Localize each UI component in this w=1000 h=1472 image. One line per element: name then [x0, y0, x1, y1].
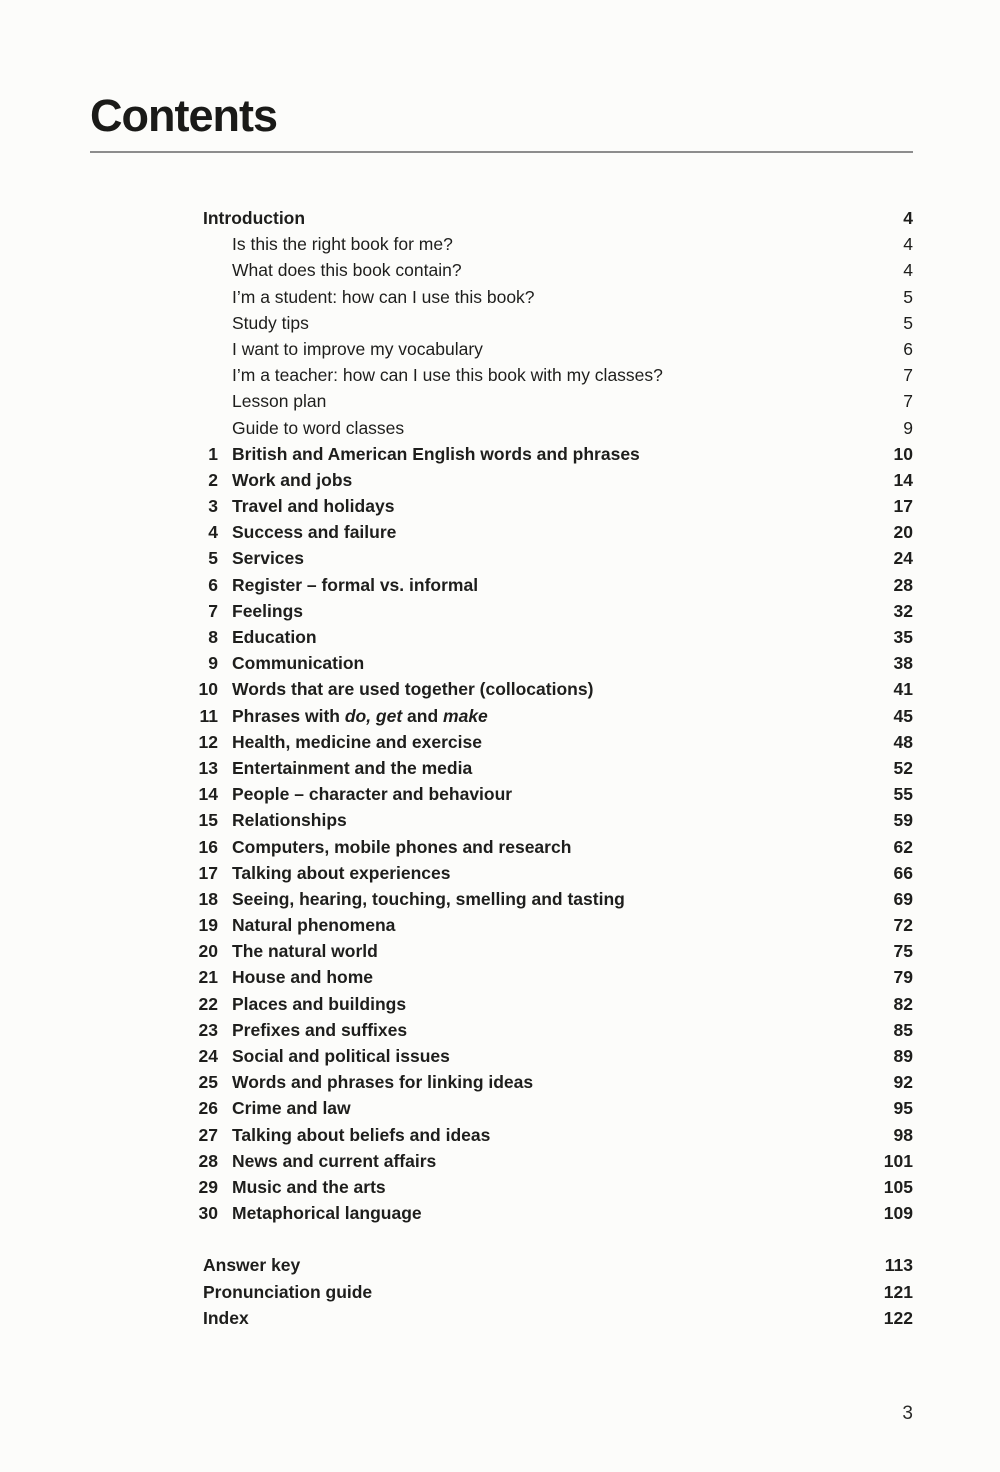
toc-unit-entry — [198, 676, 913, 702]
toc-unit-entry — [199, 703, 913, 729]
toc-sub-entry — [203, 284, 913, 310]
sub-entry-page-number: 6 — [903, 338, 913, 359]
unit-title: Feelings — [232, 600, 303, 621]
toc-unit-entry — [203, 650, 913, 676]
unit-title: House and home — [232, 967, 373, 988]
page-title: Contents — [90, 90, 277, 141]
unit-page-number: 17 — [893, 496, 913, 517]
unit-title: Places and buildings — [232, 993, 407, 1014]
sub-entry-label: Study tips — [232, 312, 309, 333]
unit-page-number: 45 — [893, 705, 913, 726]
unit-number: 23 — [198, 1019, 218, 1040]
unit-number: 8 — [208, 627, 218, 647]
toc-unit-entry — [198, 938, 913, 964]
toc-entry-introduction — [203, 205, 913, 231]
toc-unit-entry — [198, 1200, 913, 1226]
unit-number: 7 — [208, 600, 218, 621]
sub-entry-label: Lesson plan — [232, 391, 327, 412]
toc-unit-entry — [198, 886, 913, 912]
back-matter-page-number: 122 — [883, 1307, 913, 1328]
unit-title: Words and phrases for linking ideas — [232, 1072, 534, 1093]
unit-number: 4 — [208, 522, 218, 543]
unit-number: 25 — [198, 1072, 218, 1093]
section-label: Introduction — [203, 208, 306, 228]
sub-entry-label: I’m a teacher: how can I use this book with my classes? — [232, 365, 663, 386]
unit-title-part: and — [402, 705, 444, 726]
back-matter-page-number: 113 — [884, 1255, 913, 1276]
toc-unit-entry — [198, 1148, 913, 1174]
back-matter-page-number: 121 — [883, 1281, 913, 1302]
table-of-contents — [198, 205, 913, 1331]
unit-number: 15 — [198, 810, 218, 831]
unit-title: Music and the arts — [232, 1176, 386, 1197]
unit-number: 26 — [198, 1098, 218, 1119]
unit-number: 30 — [198, 1203, 218, 1224]
unit-title: Crime and law — [232, 1098, 351, 1119]
unit-title: Communication — [232, 653, 365, 674]
unit-page-number: 109 — [883, 1203, 913, 1224]
sub-entry-label: Guide to word classes — [232, 417, 405, 438]
toc-unit-entry — [203, 493, 913, 519]
folio-page-number: 3 — [902, 1403, 913, 1424]
toc-unit-entry — [198, 807, 913, 833]
back-matter-list — [203, 1252, 913, 1331]
unit-number: 16 — [198, 836, 218, 857]
unit-number: 22 — [198, 993, 218, 1014]
unit-title: Work and jobs — [232, 469, 353, 490]
sub-entry-label: What does this book contain? — [232, 260, 462, 281]
toc-unit-entry — [198, 964, 913, 990]
unit-page-number: 72 — [893, 915, 913, 936]
unit-page-number: 20 — [893, 522, 913, 543]
unit-number: 13 — [198, 757, 218, 778]
unit-page-number: 105 — [883, 1176, 913, 1197]
sub-entry-label: I’m a student: how can I use this book? — [232, 286, 535, 307]
toc-back-matter-entry — [203, 1279, 913, 1305]
unit-title: Metaphorical language — [232, 1203, 422, 1224]
unit-number: 3 — [208, 496, 218, 517]
toc-unit-entry — [198, 781, 913, 807]
unit-page-number: 85 — [893, 1019, 913, 1040]
unit-title: Register – formal vs. informal — [232, 574, 479, 595]
unit-page-number: 92 — [893, 1072, 913, 1093]
toc-unit-entry — [203, 519, 913, 545]
sub-entry-page-number: 7 — [903, 365, 913, 386]
unit-page-number: 41 — [893, 679, 913, 700]
unit-page-number: 82 — [893, 993, 913, 1014]
unit-number: 11 — [199, 705, 218, 726]
units-list — [198, 441, 913, 1227]
unit-title: Services — [232, 548, 305, 569]
unit-title: Travel and holidays — [232, 496, 395, 517]
section-gap — [203, 1226, 913, 1252]
unit-number: 14 — [198, 784, 218, 805]
unit-number: 27 — [198, 1124, 218, 1145]
unit-page-number: 95 — [893, 1098, 913, 1119]
unit-number: 24 — [198, 1046, 218, 1066]
toc-sub-entry — [203, 257, 913, 283]
unit-page-number: 66 — [893, 862, 913, 883]
unit-number: 29 — [198, 1176, 218, 1197]
unit-page-number: 38 — [893, 653, 913, 674]
sub-entry-label: Is this the right book for me? — [232, 234, 453, 255]
unit-title: Natural phenomena — [232, 915, 396, 936]
sub-entry-page-number: 7 — [903, 391, 913, 412]
unit-page-number: 32 — [893, 600, 913, 621]
unit-page-number: 14 — [893, 469, 913, 490]
unit-page-number: 35 — [893, 627, 913, 647]
unit-number: 20 — [198, 941, 218, 962]
toc-sub-entry — [203, 362, 913, 388]
unit-number: 6 — [208, 574, 218, 595]
unit-title: The natural world — [232, 941, 378, 962]
toc-unit-entry — [198, 1095, 913, 1121]
unit-page-number: 55 — [893, 784, 913, 805]
unit-number: 19 — [198, 915, 218, 936]
toc-unit-entry — [203, 598, 913, 624]
unit-title: Prefixes and suffixes — [232, 1019, 408, 1040]
unit-number: 2 — [208, 469, 218, 490]
unit-title — [232, 703, 865, 729]
toc-unit-entry — [198, 860, 913, 886]
unit-page-number: 98 — [893, 1124, 913, 1145]
toc-back-matter-entry — [203, 1252, 913, 1278]
unit-title: Computers, mobile phones and research — [232, 836, 572, 857]
unit-number: 17 — [198, 862, 218, 883]
unit-title: Education — [232, 627, 317, 647]
toc-sub-entry — [203, 310, 913, 336]
toc-unit-entry — [198, 1122, 913, 1148]
unit-number: 28 — [198, 1150, 218, 1171]
toc-sub-entry — [203, 415, 913, 441]
toc-unit-entry — [203, 441, 913, 467]
unit-title: Social and political issues — [232, 1046, 450, 1066]
unit-page-number: 28 — [893, 574, 913, 595]
toc-unit-entry — [198, 1043, 913, 1069]
unit-number: 10 — [198, 679, 218, 700]
toc-unit-entry — [198, 1174, 913, 1200]
sub-entry-page-number: 4 — [903, 260, 913, 281]
unit-title: Talking about experiences — [232, 862, 451, 883]
back-matter-label: Answer key — [203, 1255, 301, 1276]
unit-title: Entertainment and the media — [232, 757, 473, 778]
title-divider-rule — [90, 151, 913, 153]
back-matter-label: Index — [203, 1307, 249, 1328]
toc-sub-entry — [203, 388, 913, 414]
unit-page-number: 10 — [893, 443, 913, 464]
unit-title: Seeing, hearing, touching, smelling and tasting — [232, 888, 625, 909]
sub-entry-page-number: 4 — [903, 234, 913, 255]
unit-number: 21 — [198, 967, 218, 988]
unit-title-part: make — [443, 705, 488, 726]
toc-unit-entry — [198, 1069, 913, 1095]
unit-number: 12 — [198, 731, 218, 752]
unit-page-number: 62 — [893, 836, 913, 857]
toc-unit-entry — [198, 991, 913, 1017]
toc-unit-entry — [203, 572, 913, 598]
unit-title: Words that are used together (collocations) — [232, 679, 594, 700]
toc-sub-entry — [203, 231, 913, 257]
toc-unit-entry — [203, 467, 913, 493]
unit-title-part: Phrases with — [232, 705, 345, 726]
unit-title: Health, medicine and exercise — [232, 731, 482, 752]
unit-page-number: 101 — [883, 1150, 913, 1171]
sub-entry-page-number: 9 — [903, 417, 913, 438]
unit-page-number: 48 — [893, 731, 913, 752]
unit-number: 5 — [208, 548, 218, 569]
unit-title-part: do, get — [344, 705, 403, 726]
unit-title: Success and failure — [232, 522, 397, 543]
toc-unit-entry — [198, 729, 913, 755]
unit-title: People – character and behaviour — [232, 784, 513, 805]
unit-title: British and American English words and phrases — [232, 443, 640, 464]
toc-unit-entry — [198, 834, 913, 860]
unit-title: Talking about beliefs and ideas — [232, 1124, 491, 1145]
unit-number: 18 — [198, 888, 218, 909]
toc-sub-entry — [203, 336, 913, 362]
sub-entry-label: I want to improve my vocabulary — [232, 338, 483, 359]
toc-unit-entry — [198, 1017, 913, 1043]
introduction-items — [203, 231, 913, 441]
back-matter-label: Pronunciation guide — [203, 1281, 373, 1302]
unit-page-number: 69 — [893, 888, 913, 909]
toc-unit-entry — [198, 912, 913, 938]
unit-number: 1 — [208, 443, 218, 464]
toc-back-matter-entry — [203, 1305, 913, 1331]
unit-page-number: 89 — [893, 1046, 913, 1066]
unit-title: News and current affairs — [232, 1150, 437, 1171]
toc-unit-entry — [203, 624, 913, 650]
section-page-number: 4 — [903, 208, 913, 228]
unit-page-number: 24 — [893, 548, 913, 569]
unit-page-number: 59 — [893, 810, 913, 831]
toc-unit-entry — [198, 755, 913, 781]
unit-page-number: 52 — [893, 757, 913, 778]
unit-page-number: 75 — [893, 941, 913, 962]
sub-entry-page-number: 5 — [903, 312, 913, 333]
unit-title: Relationships — [232, 810, 347, 831]
unit-page-number: 79 — [893, 967, 913, 988]
unit-number: 9 — [208, 653, 218, 674]
sub-entry-page-number: 5 — [903, 286, 913, 307]
toc-unit-entry — [203, 545, 913, 571]
